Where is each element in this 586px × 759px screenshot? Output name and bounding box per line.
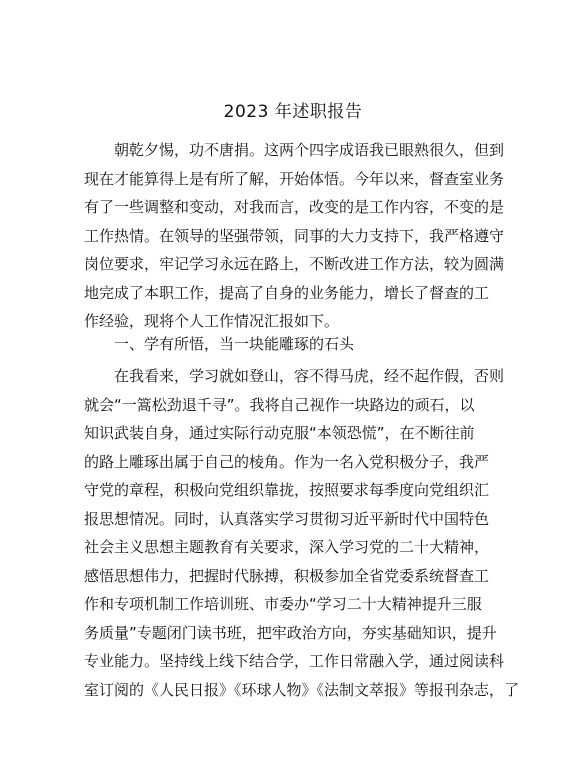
text-line: 感悟思想伟力，把握时代脉搏，积极参加全省党委系统督查工 bbox=[84, 566, 490, 585]
text-line: 知识武装自身，通过实际行动克服“本领恐慌”，在不断往前 bbox=[84, 424, 475, 442]
text-line: 守党的章程，积极向党组织靠拢，按照要求每季度向党组织汇 bbox=[84, 481, 490, 499]
text-line: 在我看来，学习就如登山，容不得马虎，经不起作假，否则 bbox=[114, 367, 505, 385]
text-line: 现在才能算得上是有所了解，开始体悟。今年以来，督查室业务 bbox=[84, 169, 505, 188]
text-line: 报思想情况。同时，认真落实学习贯彻习近平新时代中国特色 bbox=[84, 509, 490, 528]
document-title: 2023 年述职报告 bbox=[223, 102, 363, 122]
text-line: 地完成了本职工作，提高了自身的业务能力，增长了督查的工 bbox=[84, 283, 490, 302]
text-line: 专业能力。坚持线上线下结合学，工作日常融入学，通过阅读科 bbox=[84, 652, 505, 670]
section-heading: 一、学有所悟，当一块能雕琢的石头 bbox=[114, 335, 355, 353]
text-line: 作经验，现将个人工作情况汇报如下。 bbox=[84, 312, 340, 330]
text-line: 的路上雕琢出属于自己的棱角。作为一名入党积极分子，我严 bbox=[84, 452, 490, 471]
text-line: 社会主义思想主题教育有关要求，深入学习党的二十大精神， bbox=[84, 538, 490, 556]
text-line: 就会“一篙松劲退千寻”。我将自己视作一块路边的顽石，以 bbox=[84, 395, 475, 414]
paragraph-study bbox=[84, 362, 520, 704]
text-line: 岗位要求，牢记学习永远在路上，不断改进工作方法，较为圆满 bbox=[84, 255, 505, 273]
text-line: 有了一些调整和变动，对我而言，改变的是工作内容，不变的是 bbox=[84, 198, 505, 216]
text-line: 朝乾夕惕，功不唐捐。这两个四字成语我已眼熟很久，但到 bbox=[114, 141, 505, 159]
text-line: 室订阅的《人民日报》《环球人物》《法制文萃报》等报刊杂志，了 bbox=[84, 680, 520, 699]
text-line: 工作热情。在领导的坚强带领，同事的大力支持下，我严格遵守 bbox=[84, 226, 505, 245]
paragraph-intro bbox=[84, 136, 505, 336]
text-line: 务质量”专题闭门读书班，把牢政治方向，夯实基础知识，提升 bbox=[84, 623, 497, 642]
text-line: 作和专项机制工作培训班、市委办“学习二十大精神提升三服 bbox=[84, 595, 482, 613]
